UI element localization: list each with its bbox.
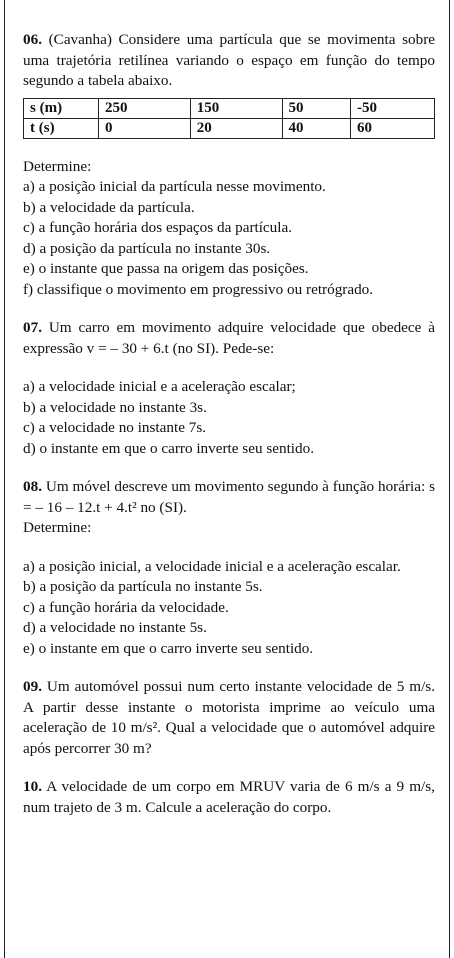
question-07-number: 07. <box>23 319 42 336</box>
table-cell: 250 <box>99 98 191 118</box>
question-08-prompt: Determine: <box>23 519 92 536</box>
spacer <box>23 300 435 318</box>
question-08-item: d) a velocidade no instante 5s. <box>23 619 207 636</box>
table-cell: 20 <box>190 118 282 138</box>
data-table <box>23 98 435 139</box>
question-06-item: f) classifique o movimento em progressivo ou retrógrado. <box>23 280 374 298</box>
question-06 <box>23 30 435 92</box>
question-08-number: 08. <box>23 478 42 495</box>
question-06-item: d) a posição da partícula no instante 30s. <box>23 239 271 257</box>
question-10-number: 10. <box>23 778 42 795</box>
table-cell: 150 <box>190 98 282 118</box>
question-07-item: a) a velocidade inicial e a aceleração escalar; <box>23 378 296 395</box>
spacer <box>23 759 435 777</box>
table-cell: 50 <box>282 98 350 118</box>
question-08-item: b) a posição da partícula no instante 5s. <box>23 578 263 595</box>
spacer <box>23 539 435 557</box>
worksheet-page <box>4 0 450 958</box>
question-07 <box>23 318 435 359</box>
spacer <box>23 459 435 477</box>
table-cell: t (s) <box>24 118 99 138</box>
question-06-item: c) a função horária dos espaços da partícula. <box>23 219 293 236</box>
question-06-item: e) o instante que passa na origem das posições. <box>23 260 309 277</box>
table-cell: -50 <box>350 98 434 118</box>
table-row-time <box>24 118 435 138</box>
question-08-item: a) a posição inicial, a velocidade inicial e a aceleração escalar. <box>23 557 401 575</box>
question-08-item: e) o instante em que o carro inverte seu sentido. <box>23 639 314 657</box>
question-09 <box>23 677 435 759</box>
question-07-item: b) a velocidade no instante 3s. <box>23 398 207 416</box>
question-08-item: c) a função horária da velocidade. <box>23 598 229 616</box>
spacer <box>23 359 435 377</box>
table-cell: 40 <box>282 118 350 138</box>
question-06-number: 06. <box>23 31 42 48</box>
question-09-statement: Um automóvel possui num certo instante velocidade de 5 m/s. A partir desse instante o motorista imprime ao veículo uma aceleração de 10 m/s². Qual a velocidade que o automóvel adquire após percorrer 30 m? <box>23 678 435 757</box>
question-08 <box>23 477 435 518</box>
table-cell: s (m) <box>24 98 99 118</box>
question-06-item: b) a velocidade da partícula. <box>23 198 195 216</box>
question-10-statement: A velocidade de um corpo em MRUV varia de 6 m/s a 9 m/s, num trajeto de 3 m. Calcule a aceleração do corpo. <box>23 778 435 816</box>
question-06-prompt: Determine: <box>23 157 92 175</box>
table-row-position <box>24 98 435 118</box>
question-10 <box>23 777 435 818</box>
table-cell: 60 <box>350 118 434 138</box>
question-06-item: a) a posição inicial da partícula nesse movimento. <box>23 178 326 195</box>
question-08-statement: Um móvel descreve um movimento segundo à função horária: s = – 16 – 12.t + 4.t² no (SI). <box>23 478 435 516</box>
spacer <box>23 659 435 677</box>
question-07-statement: Um carro em movimento adquire velocidade que obedece à expressão v = – 30 + 6.t (no SI). Pede-se: <box>23 319 435 357</box>
question-09-number: 09. <box>23 678 42 695</box>
question-07-item: c) a velocidade no instante 7s. <box>23 419 207 436</box>
question-06-statement: (Cavanha) Considere uma partícula que se movimenta sobre uma trajetória retilínea variando o espaço em função do tempo segundo a tabela abaixo. <box>23 31 435 89</box>
question-07-item: d) o instante em que o carro inverte seu sentido. <box>23 439 315 457</box>
table-cell: 0 <box>99 118 191 138</box>
worksheet-content <box>23 30 435 818</box>
